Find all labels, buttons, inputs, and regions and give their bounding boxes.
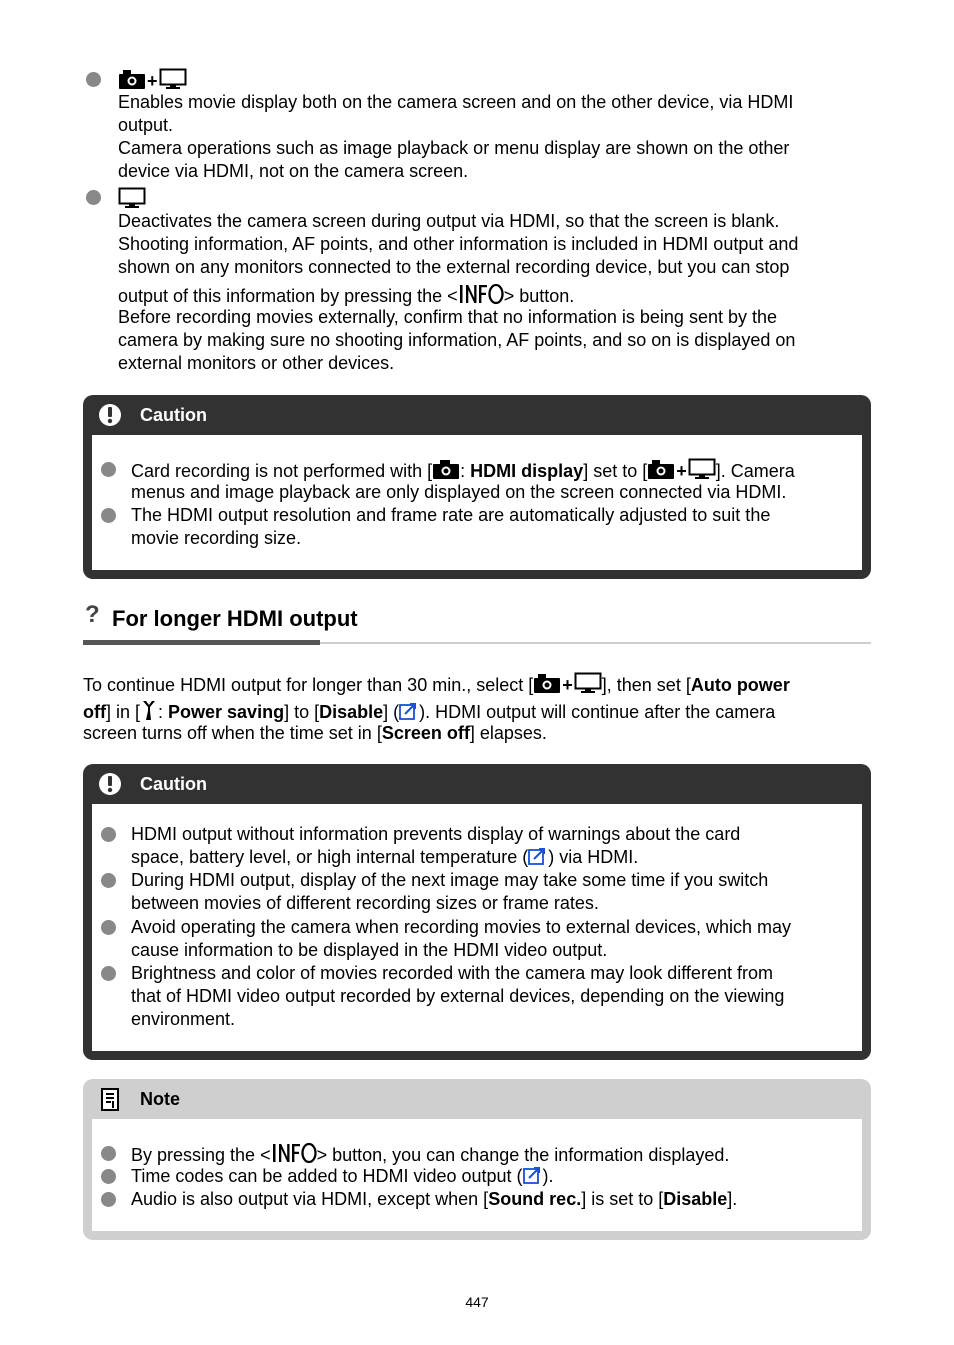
bullet-dot xyxy=(101,1146,116,1161)
caution1-bullet1-line1: Card recording is not performed with [ : HDMI display] set to [ + ]. Camera xyxy=(131,458,795,483)
bullet-dot xyxy=(101,873,116,888)
caution2-bullet2-line1: During HDMI output, display of the next image may take some time if you switch xyxy=(131,870,769,890)
item2-line7: external monitors or other devices. xyxy=(118,353,395,373)
info-button-icon xyxy=(458,283,504,305)
caution2-bullet1-line2: space, battery level, or high internal temperature ( ) via HDMI. xyxy=(131,847,639,867)
caution1-bullet2-line1: The HDMI output resolution and frame rate are automatically adjusted to suit the xyxy=(131,505,771,525)
caution2-bullet4-line2: that of HDMI video output recorded by external devices, depending on the viewing xyxy=(131,986,785,1006)
bullet-dot xyxy=(101,1192,116,1207)
camera-plus-monitor-icon: + xyxy=(118,68,187,93)
item1-line1: Enables movie display both on the camera screen and on the other device, via HDMI xyxy=(118,92,794,112)
link-icon[interactable] xyxy=(528,846,548,866)
shooting-menu-camera-icon xyxy=(432,458,460,480)
caution2-bullet4-line3: environment. xyxy=(131,1009,236,1029)
caution1-bullet1-line2: menus and image playback are only displayed on the screen connected via HDMI. xyxy=(131,482,787,502)
item2-line5: Before recording movies externally, confirm that no information is being sent by the xyxy=(118,307,777,327)
bullet-dot xyxy=(101,966,116,981)
note-bullet1: By pressing the < > button, you can change the information displayed. xyxy=(131,1142,729,1167)
info-button-icon xyxy=(271,1142,317,1164)
monitor-icon xyxy=(688,458,716,480)
heading-rule-thin xyxy=(320,642,871,644)
caution2-bullet3-line2: cause information to be displayed in the HDMI video output. xyxy=(131,940,608,960)
note-bullet2: Time codes can be added to HDMI video output ( ). xyxy=(131,1166,554,1186)
note-icon xyxy=(100,1088,122,1118)
link-icon[interactable] xyxy=(399,701,419,721)
bullet-dot xyxy=(101,462,116,477)
section-title: For longer HDMI output xyxy=(112,606,358,631)
item2-line4: output of this information by pressing the < > button. xyxy=(118,283,574,308)
item1-line3: Camera operations such as image playback or menu display are shown on the other xyxy=(118,138,790,158)
item2-line6: camera by making sure no shooting information, AF points, and so on is displayed on xyxy=(118,330,796,350)
monitor-icon xyxy=(574,672,602,694)
link-icon[interactable] xyxy=(523,1165,543,1185)
caution2-bullet4-line1: Brightness and color of movies recorded with the camera may look different from xyxy=(131,963,773,983)
section2-para-line1: To continue HDMI output for longer than 30 min., select [ + ], then set [Auto power xyxy=(83,672,790,697)
question-mark-icon: ? xyxy=(85,601,100,628)
caution2-bullet3-line1: Avoid operating the camera when recording movies to external devices, which may xyxy=(131,917,792,937)
note-bullet3: Audio is also output via HDMI, except when [Sound rec.] is set to [Disable]. xyxy=(131,1189,738,1209)
section2-para-line3: screen turns off when the time set in [Screen off] elapses. xyxy=(83,723,547,743)
caution2-bullet2-line2: between movies of different recording sizes or frame rates. xyxy=(131,893,599,913)
page-number: 447 xyxy=(465,1294,489,1310)
caution-title: Caution xyxy=(140,774,207,794)
monitor-icon xyxy=(118,187,146,212)
heading-rule-thick xyxy=(83,640,320,645)
wrench-icon xyxy=(140,699,158,721)
bullet-dot xyxy=(86,190,101,205)
item2-line1: Deactivates the camera screen during output via HDMI, so that the screen is blank. xyxy=(118,211,780,231)
item1-line2: output. xyxy=(118,115,174,135)
bullet-dot xyxy=(101,1169,116,1184)
note-title: Note xyxy=(140,1089,180,1109)
caution2-bullet1-line1: HDMI output without information prevents display of warnings about the card xyxy=(131,824,741,844)
bullet-dot xyxy=(101,508,116,523)
bullet-dot xyxy=(86,72,101,87)
item2-line2: Shooting information, AF points, and other information is included in HDMI output and xyxy=(118,234,799,254)
caution-icon xyxy=(97,402,123,434)
item1-line4: device via HDMI, not on the camera screen. xyxy=(118,161,469,181)
bullet-dot xyxy=(101,827,116,842)
caution-icon xyxy=(97,771,123,803)
section2-para-line2: off] in [ : Power saving] to [Disable] ( ). HDMI output will continue after the camera xyxy=(83,699,775,724)
item2-line3: shown on any monitors connected to the external recording device, but you can stop xyxy=(118,257,790,277)
camera-icon xyxy=(533,672,561,694)
caution1-bullet2-line2: movie recording size. xyxy=(131,528,302,548)
camera-icon xyxy=(647,458,675,480)
bullet-dot xyxy=(101,920,116,935)
caution-title: Caution xyxy=(140,405,207,425)
